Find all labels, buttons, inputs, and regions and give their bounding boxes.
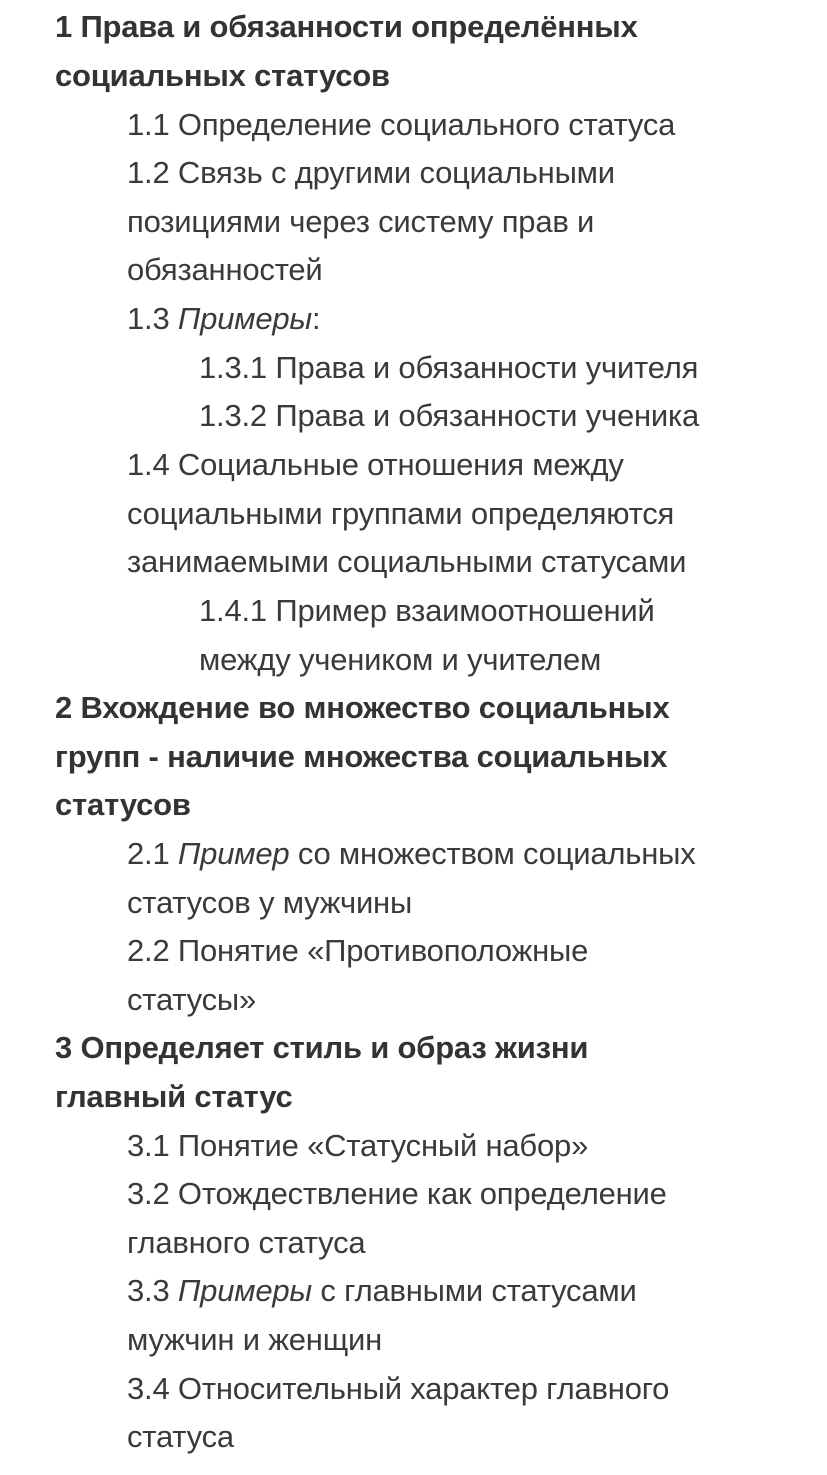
italic-term: Примеры bbox=[177, 1273, 313, 1308]
section-heading: социальных статусов bbox=[55, 58, 390, 93]
item-text: : bbox=[312, 301, 321, 336]
outline-item: статусы» bbox=[127, 982, 257, 1017]
outline-subitem: 1.3.2 Права и обязанности ученика bbox=[199, 398, 700, 433]
outline-item bbox=[127, 1267, 637, 1316]
outline-item: мужчин и женщин bbox=[127, 1322, 383, 1357]
outline-item: 3.1 Понятие «Статусный набор» bbox=[127, 1128, 589, 1163]
section-heading: статусов bbox=[55, 787, 191, 822]
outline-item: 1.2 Связь с другими социальными bbox=[127, 155, 615, 190]
item-text: со множеством социальных bbox=[289, 836, 696, 871]
outline-item: 3.4 Относительный характер главного bbox=[127, 1371, 670, 1406]
outline-item: занимаемыми социальными статусами bbox=[127, 544, 687, 579]
section-heading: главный статус bbox=[55, 1079, 293, 1114]
section-heading: 2 Вхождение во множество социальных bbox=[55, 690, 670, 725]
outline-item: 1.1 Определение социального статуса bbox=[127, 107, 676, 142]
outline-item: позициями через систему прав и bbox=[127, 204, 595, 239]
section-heading: 1 Права и обязанности определённых bbox=[55, 9, 638, 44]
item-text: с главными статусами bbox=[312, 1273, 637, 1308]
section-heading: 3 Определяет стиль и образ жизни bbox=[55, 1030, 589, 1065]
outline-item: 3.2 Отождествление как определение bbox=[127, 1176, 667, 1211]
item-number: 3.3 bbox=[127, 1273, 178, 1308]
outline-subitem: 1.4.1 Пример взаимоотношений bbox=[199, 593, 655, 628]
outline-item bbox=[127, 830, 696, 879]
item-number: 2.1 bbox=[127, 836, 178, 871]
italic-term: Пример bbox=[177, 836, 290, 871]
italic-term: Примеры bbox=[177, 301, 313, 336]
outline-subitem: 1.3.1 Права и обязанности учителя bbox=[199, 350, 699, 385]
outline-item: статуса bbox=[127, 1419, 234, 1454]
outline-item: 1.4 Социальные отношения между bbox=[127, 447, 624, 482]
outline-item: статусов у мужчины bbox=[127, 885, 413, 920]
outline-item: обязанностей bbox=[127, 252, 323, 287]
outline-item: социальными группами определяются bbox=[127, 496, 675, 531]
outline-item: главного статуса bbox=[127, 1225, 366, 1260]
outline-item: 2.2 Понятие «Противоположные bbox=[127, 933, 589, 968]
outline-subitem: между учеником и учителем bbox=[199, 642, 602, 677]
section-heading: групп - наличие множества социальных bbox=[55, 739, 668, 774]
item-number: 1.3 bbox=[127, 301, 178, 336]
outline-item bbox=[127, 295, 320, 344]
